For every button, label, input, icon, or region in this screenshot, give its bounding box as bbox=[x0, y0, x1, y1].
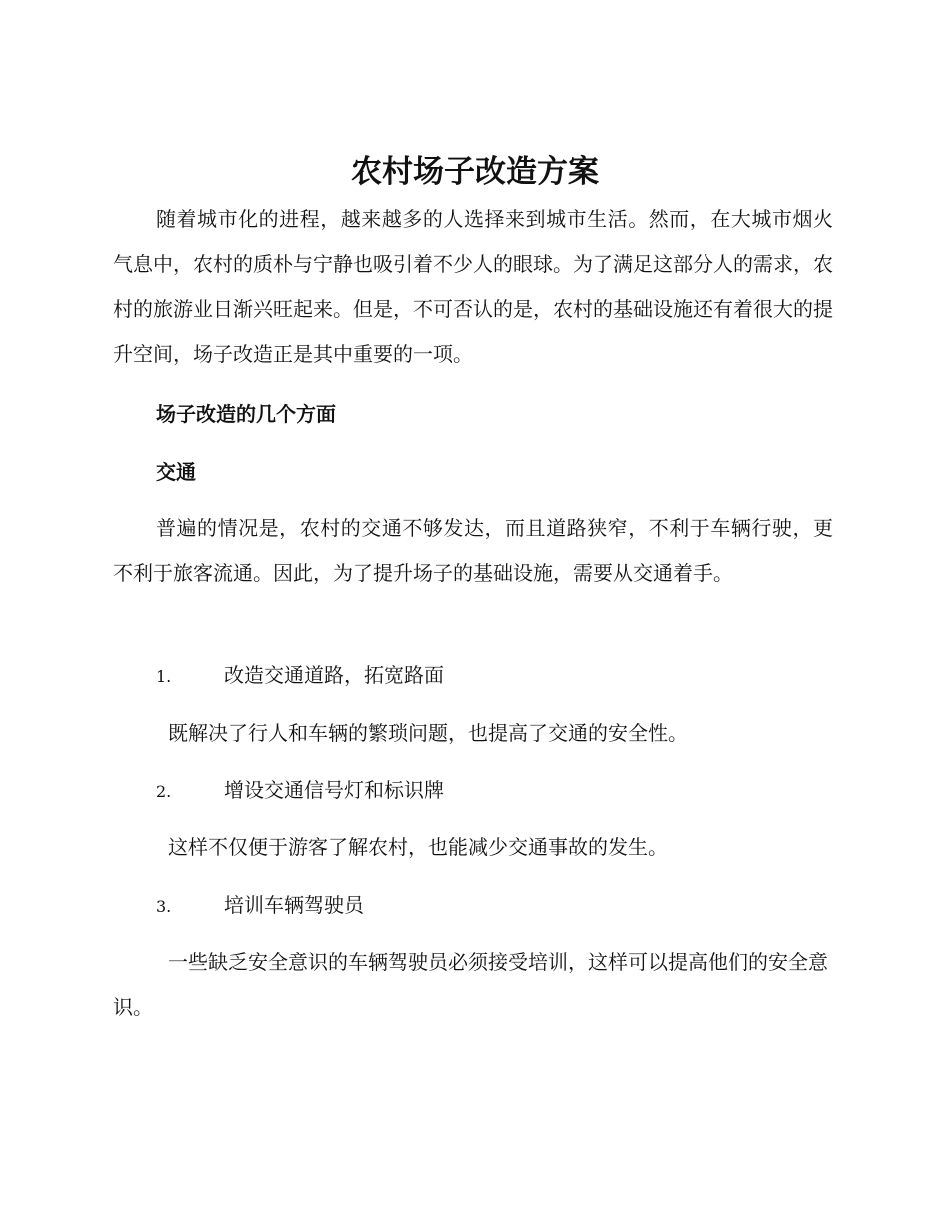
list-number-2: 2. bbox=[156, 782, 172, 801]
list-item-3 bbox=[156, 883, 836, 929]
list-title-2: 增设交通信号灯和标识牌 bbox=[224, 778, 444, 802]
list-number-1: 1. bbox=[156, 667, 172, 686]
list-note-1: 既解决了行人和车辆的繁琐问题，也提高了交通的安全性。 bbox=[168, 721, 688, 745]
list-note-2: 这样不仅便于游客了解农村，也能减少交通事故的发生。 bbox=[168, 835, 668, 859]
document-title: 农村场子改造方案 bbox=[351, 154, 599, 190]
list-item-2 bbox=[156, 768, 836, 814]
transport-paragraph: 普遍的情况是，农村的交通不够发达，而且道路狭窄，不利于车辆行驶，更不利于旅客流通。因此，为了提升场子的基础设施，需要从交通着手。 bbox=[113, 516, 833, 585]
list-title-3: 培训车辆驾驶员 bbox=[224, 893, 364, 917]
list-number-3: 3. bbox=[156, 897, 172, 916]
list-note-3: 一些缺乏安全意识的车辆驾驶员必须接受培训，这样可以提高他们的安全意识。 bbox=[113, 950, 828, 1019]
list-title-1: 改造交通道路，拓宽路面 bbox=[224, 663, 444, 687]
intro-paragraph: 随着城市化的进程，越来越多的人选择来到城市生活。然而，在大城市烟火气息中，农村的质朴与宁静也吸引着不少人的眼球。为了满足这部分人的需求，农村的旅游业日渐兴旺起来。但是，不可否认的是，农村的基础设施还有着很大的提升空间，场子改造正是其中重要的一项。 bbox=[113, 207, 833, 366]
subsection-heading-transport: 交通 bbox=[156, 460, 196, 484]
section-heading: 场子改造的几个方面 bbox=[156, 402, 336, 426]
list-item-1 bbox=[156, 653, 836, 699]
